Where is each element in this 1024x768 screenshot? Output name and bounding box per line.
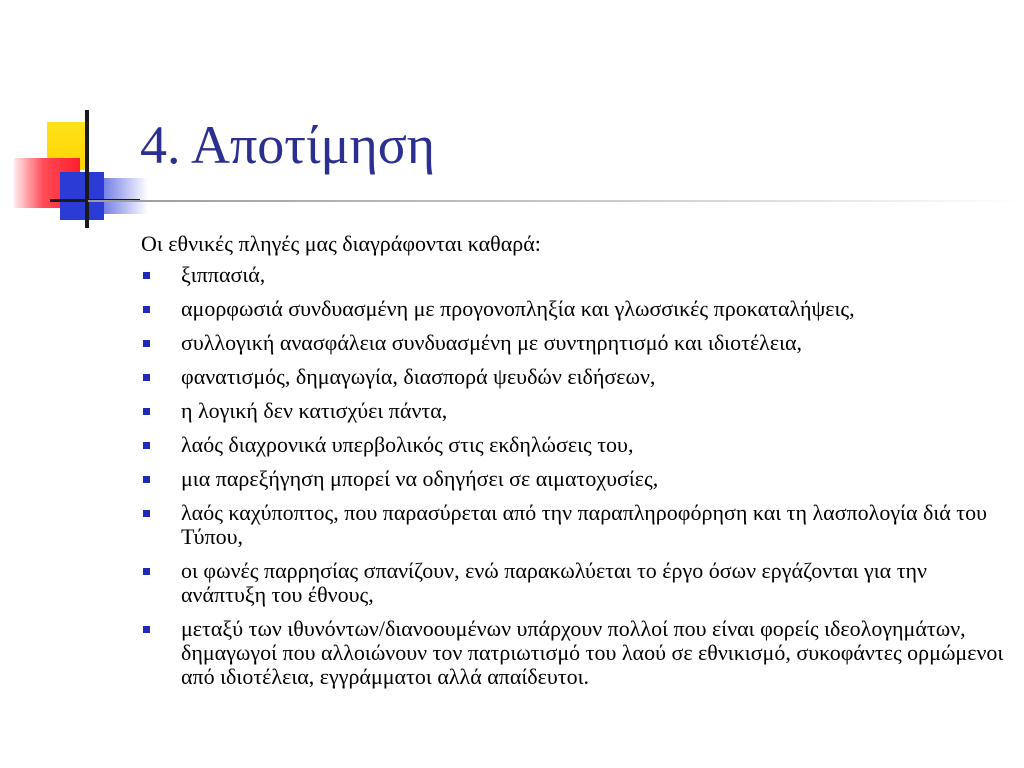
list-item [141, 263, 1011, 287]
vertical-black-line [85, 110, 89, 228]
list-item [141, 617, 1011, 689]
square-bullet-icon [143, 626, 150, 633]
list-item [141, 331, 1011, 355]
list-item-text: η λογική δεν κατισχύει πάντα, [181, 398, 448, 423]
list-item [141, 399, 1011, 423]
square-bullet-icon [143, 374, 150, 381]
square-bullet-icon [143, 272, 150, 279]
list-item [141, 365, 1011, 389]
square-bullet-icon [143, 476, 150, 483]
square-bullet-icon [143, 442, 150, 449]
square-bullet-icon [143, 510, 150, 517]
decorative-corner-graphic [0, 100, 150, 240]
list-item-text: συλλογική ανασφάλεια συνδυασμένη με συντηρητισμό και ιδιοτέλεια, [181, 330, 803, 355]
list-item [141, 297, 1011, 321]
list-item-text: λαός καχύποπτος, που παρασύρεται από την παραπληροφόρηση και τη λασπολογία διά του Τύπου, [181, 500, 988, 549]
list-item [141, 433, 1011, 457]
list-item-text: οι φωνές παρρησίας σπανίζουν, ενώ παρακωλύεται το έργο όσων εργάζονται για την ανάπτυξη του έθνους, [181, 558, 927, 607]
intro-text: Οι εθνικές πληγές μας διαγράφονται καθαρά: [141, 231, 541, 256]
list-item-text: μια παρεξήγηση μπορεί να οδηγήσει σε αιματοχυσίες, [181, 466, 659, 491]
list-item-text: μεταξύ των ιθυνόντων/διανοουμένων υπάρχουν πολλοί που είναι φορείς ιδεολογημάτων, δημαγωγοί που αλλοιώνουν τον πατριωτισμό του λαού σε εθνικισμό, συκοφάντες ορμώμενοι από ιδιοτέλεια, εγγράμματοι αλλά απαίδευτοι. [181, 616, 1004, 689]
title-underline [88, 200, 1024, 202]
list-item [141, 559, 1011, 607]
square-bullet-icon [143, 568, 150, 575]
slide-title: 4. Αποτίμηση [140, 115, 436, 175]
square-bullet-icon [143, 306, 150, 313]
list-item-text: φανατισμός, δημαγωγία, διασπορά ψευδών ειδήσεων, [181, 364, 656, 389]
bullet-list [141, 263, 1011, 689]
list-item [141, 501, 1011, 549]
list-item [141, 467, 1011, 491]
list-item-text: ξιππασιά, [181, 262, 266, 287]
slide-body [141, 232, 1011, 699]
blue-gradient-bar [90, 178, 148, 214]
list-item-text: λαός διαχρονικά υπερβολικός στις εκδηλώσεις του, [181, 432, 634, 457]
list-item-text: αμορφωσιά συνδυασμένη με προγονοπληξία και γλωσσικές προκαταλήψεις, [181, 296, 855, 321]
square-bullet-icon [143, 408, 150, 415]
square-bullet-icon [143, 340, 150, 347]
